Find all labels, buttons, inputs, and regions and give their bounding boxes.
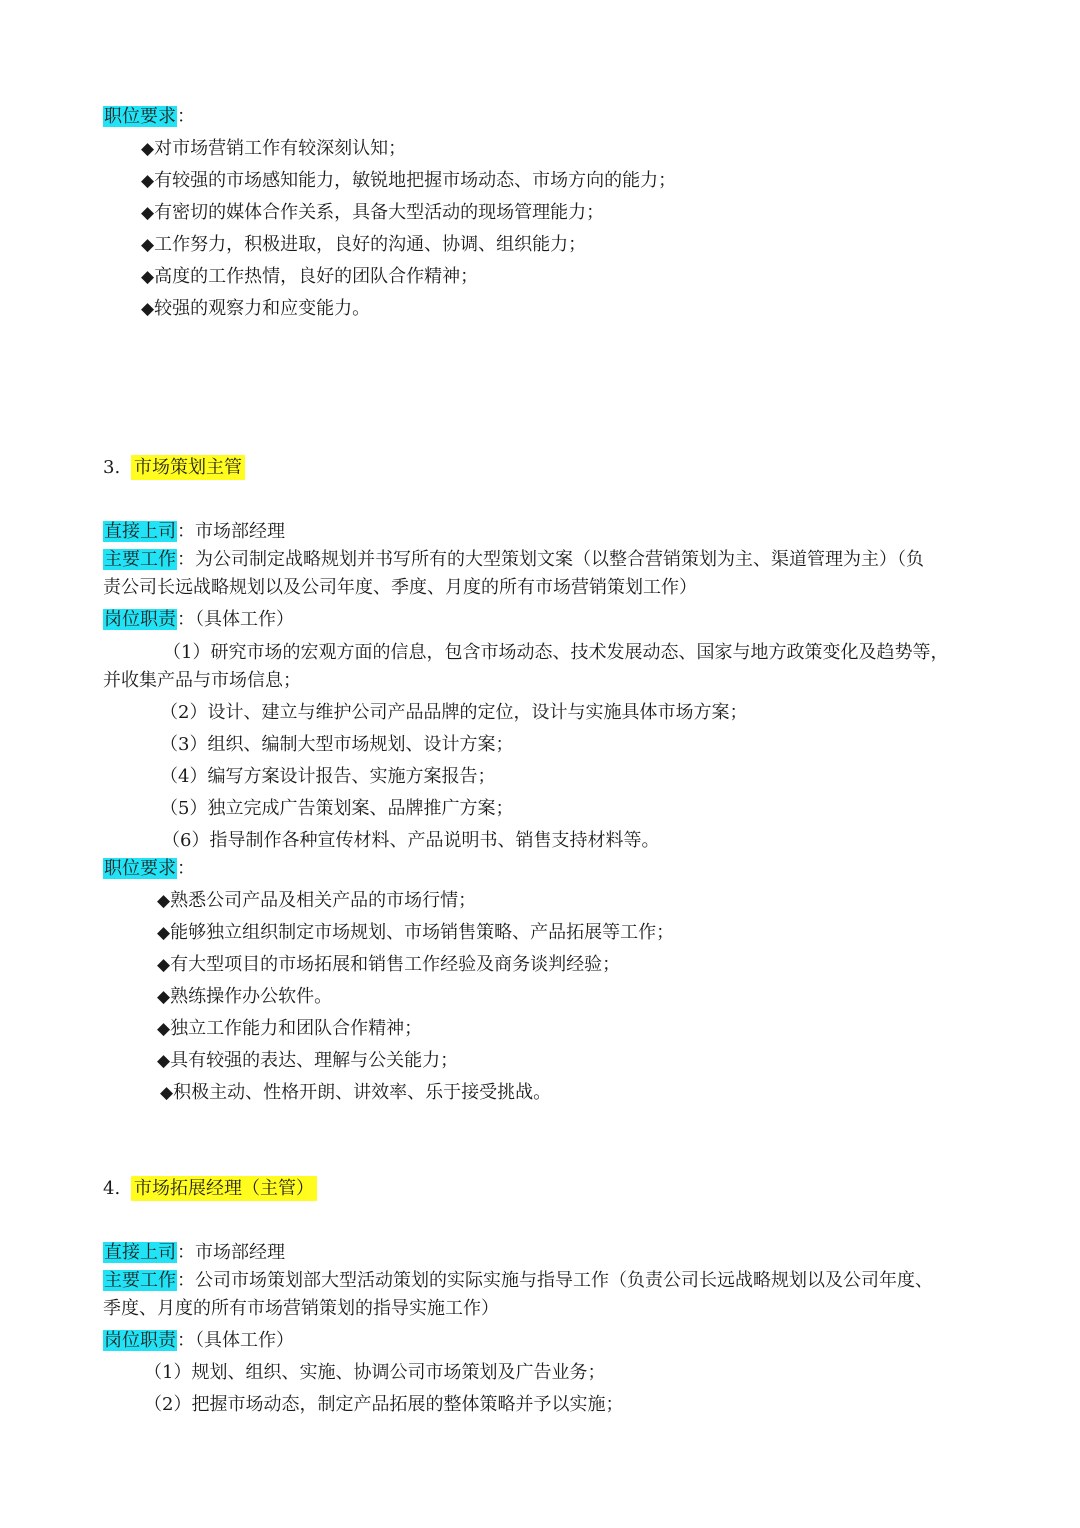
duty-item: （2）设计、建立与维护公司产品品牌的定位，设计与实施具体市场方案； — [160, 702, 748, 723]
requirements-heading: 职位要求： — [104, 858, 195, 879]
duty-item: （3）组织、编制大型市场规划、设计方案； — [160, 734, 514, 755]
list-item: ◆熟练操作办公软件。 — [157, 986, 333, 1007]
duties-heading: 岗位职责：（具体工作） — [104, 609, 294, 630]
diamond-bullet-icon: ◆ — [157, 955, 171, 975]
main-work-line: 主要工作：公司市场策划部大型活动策划的实际实施与指导工作（负责公司长远战略规划以及公司年度、 — [104, 1270, 933, 1291]
diamond-bullet-icon: ◆ — [141, 299, 155, 319]
list-item: ◆工作努力，积极进取，良好的沟通、协调、组织能力； — [141, 234, 587, 255]
list-item: ◆高度的工作热情，良好的团队合作精神； — [141, 266, 479, 287]
duty-item: （1）规划、组织、实施、协调公司市场策划及广告业务； — [144, 1362, 606, 1383]
diamond-bullet-icon: ◆ — [157, 987, 171, 1007]
diamond-bullet-icon: ◆ — [157, 923, 171, 943]
supervisor-line: 直接上司：市场部经理 — [104, 1242, 285, 1263]
list-item: ◆对市场营销工作有较深刻认知； — [141, 138, 407, 159]
list-item: ◆有密切的媒体合作关系，具备大型活动的现场管理能力； — [141, 202, 605, 223]
diamond-bullet-icon: ◆ — [141, 139, 155, 159]
diamond-bullet-icon: ◆ — [141, 267, 155, 287]
list-item: ◆较强的观察力和应变能力。 — [141, 298, 371, 319]
section-title: 3. 市场策划主管 — [103, 454, 245, 482]
diamond-bullet-icon: ◆ — [157, 1051, 171, 1071]
duties-heading: 岗位职责：（具体工作） — [104, 1330, 294, 1351]
diamond-bullet-icon: ◆ — [141, 235, 155, 255]
list-item: ◆有大型项目的市场拓展和销售工作经验及商务谈判经验； — [157, 954, 621, 975]
duty-item: （4）编写方案设计报告、实施方案报告； — [160, 766, 496, 787]
list-item: ◆独立工作能力和团队合作精神； — [157, 1018, 423, 1039]
supervisor-line: 直接上司：市场部经理 — [104, 521, 285, 542]
section-title-text: 市场拓展经理（主管） — [131, 1176, 317, 1201]
duty-item: （1）研究市场的宏观方面的信息，包含市场动态、技术发展动态、国家与地方政策变化及趋势等， — [163, 642, 949, 663]
diamond-bullet-icon: ◆ — [157, 1019, 171, 1039]
duty-item-cont: 并收集产品与市场信息； — [103, 670, 301, 691]
list-item: ◆具有较强的表达、理解与公关能力； — [157, 1050, 459, 1071]
requirements-label: 职位要求 — [104, 106, 176, 127]
section-title-text: 市场策划主管 — [131, 455, 245, 480]
list-item: ◆熟悉公司产品及相关产品的市场行情； — [157, 890, 477, 911]
main-work-line-cont: 责公司长远战略规划以及公司年度、季度、月度的所有市场营销策划工作） — [103, 577, 697, 598]
diamond-bullet-icon: ◆ — [157, 891, 171, 911]
diamond-bullet-icon: ◆ — [160, 1083, 174, 1103]
list-item: ◆能够独立组织制定市场规划、市场销售策略、产品拓展等工作； — [157, 922, 675, 943]
section-title: 4. 市场拓展经理（主管） — [103, 1175, 317, 1203]
duty-item: （5）独立完成广告策划案、品牌推广方案； — [160, 798, 514, 819]
main-work-line-cont: 季度、月度的所有市场营销策划的指导实施工作） — [103, 1298, 499, 1319]
list-item: ◆有较强的市场感知能力，敏锐地把握市场动态、市场方向的能力； — [141, 170, 677, 191]
requirements-heading: 职位要求： — [104, 106, 195, 127]
duty-item: （2）把握市场动态，制定产品拓展的整体策略并予以实施； — [144, 1394, 624, 1415]
diamond-bullet-icon: ◆ — [141, 171, 155, 191]
list-item: ◆积极主动、性格开朗、讲效率、乐于接受挑战。 — [160, 1082, 552, 1103]
main-work-line: 主要工作：为公司制定战略规划并书写所有的大型策划文案（以整合营销策划为主、渠道管理为主）（负 — [104, 549, 924, 570]
duty-item: （6）指导制作各种宣传材料、产品说明书、销售支持材料等。 — [162, 830, 660, 851]
diamond-bullet-icon: ◆ — [141, 203, 155, 223]
